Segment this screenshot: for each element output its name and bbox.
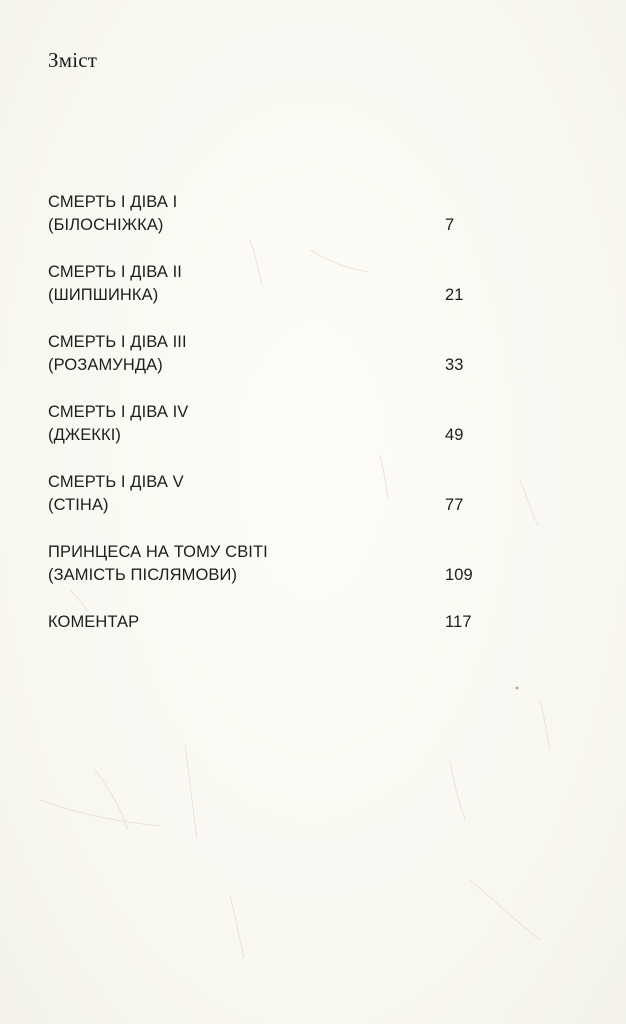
toc-entry — [48, 261, 488, 307]
toc-page-number: 117 — [445, 613, 472, 631]
toc-entry-title-line: КОМЕНТАР — [48, 613, 140, 631]
page-title: Зміст — [48, 48, 98, 72]
toc-entry-title-line: (ДЖЕККІ) — [48, 426, 122, 444]
toc-page-number: 33 — [445, 356, 464, 374]
toc-entry-title-line: СМЕРТЬ І ДІВА IV — [48, 403, 189, 421]
toc-entry — [48, 541, 488, 587]
toc-page-number: 21 — [445, 286, 464, 304]
toc-entry-title-line: (РОЗАМУНДА) — [48, 356, 163, 374]
toc-entry-title-line: (БІЛОСНІЖКА) — [48, 216, 164, 234]
toc-entry — [48, 191, 488, 237]
toc-entry-title-line: СМЕРТЬ І ДІВА V — [48, 473, 184, 491]
toc-page-number: 7 — [445, 216, 455, 234]
toc-entry — [48, 471, 488, 517]
toc-entry-title-line: СМЕРТЬ І ДІВА ІІІ — [48, 333, 187, 351]
toc-entry — [48, 611, 488, 634]
toc-entry-title-line: СМЕРТЬ І ДІВА І — [48, 193, 178, 211]
toc-page-number: 49 — [445, 426, 464, 444]
toc-entry-title-line: ПРИНЦЕСА НА ТОМУ СВІТІ — [48, 543, 268, 561]
toc-entry-title-line: СМЕРТЬ І ДІВА ІІ — [48, 263, 182, 281]
toc-page-number: 77 — [445, 496, 464, 514]
toc-entry-title-line: (ЗАМІСТЬ ПІСЛЯМОВИ) — [48, 566, 238, 584]
toc-list — [48, 191, 488, 658]
toc-entry-title-line: (ШИПШИНКА) — [48, 286, 159, 304]
toc-entry — [48, 401, 488, 447]
toc-entry — [48, 331, 488, 377]
toc-entry-title-line: (СТІНА) — [48, 496, 109, 514]
toc-page-number: 109 — [445, 566, 473, 584]
